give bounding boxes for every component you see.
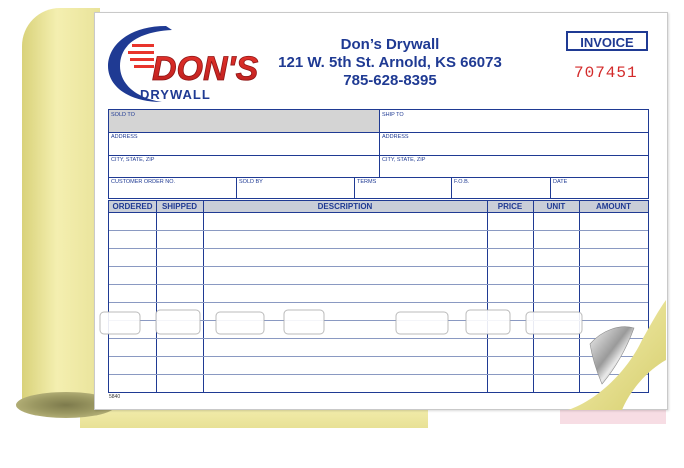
col-shipped: SHIPPED	[161, 202, 198, 211]
company-info	[270, 36, 510, 90]
table-row[interactable]	[109, 230, 648, 231]
sold-by-label: SOLD BY	[239, 179, 263, 185]
col-unit: UNIT	[546, 202, 566, 211]
address-label-right: ADDRESS	[382, 134, 409, 140]
terms-label: TERMS	[357, 179, 377, 185]
address-label-left: ADDRESS	[111, 134, 138, 140]
col-price: PRICE	[497, 202, 523, 211]
customer-info-grid	[108, 109, 649, 199]
company-address: 121 W. 5th St. Arnold, KS 66073	[278, 54, 502, 71]
city-label-left: CITY, STATE, ZIP	[111, 157, 155, 163]
company-logo	[106, 22, 262, 104]
sold-to-field[interactable]	[109, 110, 379, 132]
roll-binding	[22, 8, 100, 406]
ship-to-label: SHIP TO	[382, 112, 404, 118]
table-row[interactable]	[109, 248, 648, 249]
page-curl	[568, 300, 668, 412]
date-label: DATE	[553, 179, 568, 185]
invoice-number: 707451	[574, 64, 638, 82]
table-row[interactable]	[109, 266, 648, 267]
form-code: 5840	[109, 394, 121, 400]
sold-to-label: SOLD TO	[111, 112, 135, 118]
col-amount: AMOUNT	[595, 202, 632, 211]
table-row[interactable]	[109, 284, 648, 285]
logo-sub-text: DRYWALL	[140, 87, 211, 102]
logo-brand-text: DON'S	[152, 50, 259, 88]
col-ordered: ORDERED	[112, 202, 153, 211]
company-phone: 785-628-8395	[343, 72, 437, 89]
watermark	[96, 302, 596, 340]
customer-order-label: CUSTOMER ORDER NO.	[111, 179, 176, 185]
invoice-title: INVOICE	[566, 31, 648, 51]
fob-label: F.O.B.	[454, 179, 470, 185]
city-label-right: CITY, STATE, ZIP	[382, 157, 426, 163]
col-description: DESCRIPTION	[317, 202, 373, 211]
company-name: Don’s Drywall	[340, 36, 440, 53]
